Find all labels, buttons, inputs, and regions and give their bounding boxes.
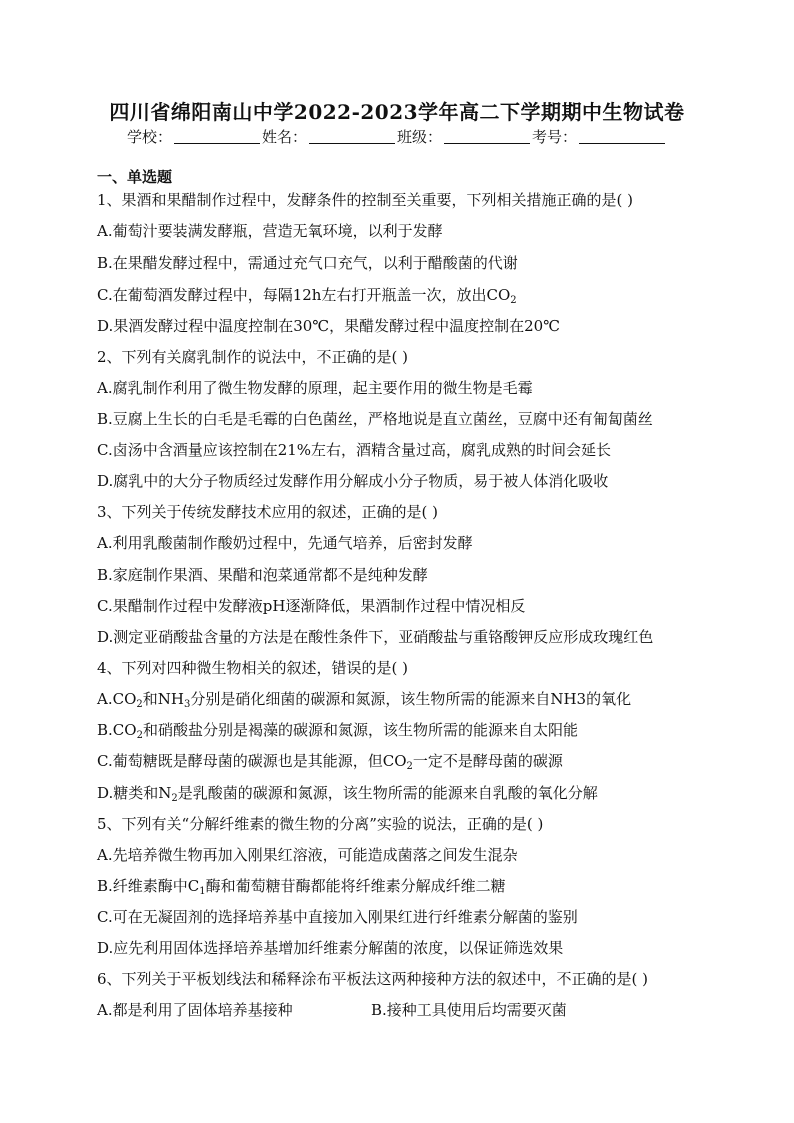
question-2-stem: 2、下列有关腐乳制作的说法中，不正确的是( ) bbox=[97, 348, 409, 366]
question-4-option-a: $A.CO_2$和$NH_3$分别是硝化细菌的碳源和氮源，该生物所需的能源来自NH3的氧化 bbox=[97, 690, 632, 710]
question-5-option-b: B.纤维素酶中$C_1$酶和葡萄糖苷酶都能将纤维素分解成纤维二糖 bbox=[97, 877, 506, 897]
question-2-option-a: A.腐乳制作利用了微生物发酵的原理，起主要作用的微生物是毛霉 bbox=[97, 379, 533, 397]
section-heading: 一、单选题 bbox=[97, 168, 173, 186]
name-label: 姓名： bbox=[261, 128, 307, 146]
question-3-option-d: D.测定亚硝酸盐含量的方法是在酸性条件下，亚硝酸盐与重铬酸钾反应形成玫瑰红色 bbox=[97, 628, 654, 646]
class-label: 班级： bbox=[397, 128, 443, 146]
question-3-option-a: A.利用乳酸菌制作酸奶过程中，先通气培养，后密封发酵 bbox=[97, 534, 473, 552]
question-5-option-a: A.先培养微生物再加入刚果红溶液，可能造成菌落之间发生混杂 bbox=[97, 846, 518, 864]
question-4-option-b: $B.CO_2$和硝酸盐分别是褐藻的碳源和氮源，该生物所需的能源来自太阳能 bbox=[97, 721, 578, 741]
question-4-stem: 4、下列对四种微生物相关的叙述，错误的是( ) bbox=[97, 659, 409, 677]
question-5-option-d: D.应先利用固体选择培养基增加纤维素分解菌的浓度，以保证筛选效果 bbox=[97, 939, 564, 957]
question-3-stem: 3、下列关于传统发酵技术应用的叙述，正确的是( ) bbox=[97, 503, 439, 521]
question-5-stem: 5、下列有关“分解纤维素的微生物的分离”实验的说法，正确的是( ) bbox=[97, 815, 544, 833]
question-2-option-b: B.豆腐上生长的白毛是毛霉的白色菌丝，严格地说是直立菌丝，豆腐中还有匍匐菌丝 bbox=[97, 410, 653, 428]
school-blank[interactable] bbox=[174, 129, 260, 144]
question-4-option-c: C.葡萄糖既是酵母菌的碳源也是其能源，但$CO_2$一定不是酵母菌的碳源 bbox=[97, 752, 563, 772]
question-1-option-d: D.果酒发酵过程中温度控制在30℃，果醋发酵过程中温度控制在20℃ bbox=[97, 317, 560, 335]
question-1-option-c: C.在葡萄酒发酵过程中，每隔12h左右打开瓶盖一次，放出$CO_2$ bbox=[97, 286, 517, 306]
question-6-option-b: B.接种工具使用后均需要灭菌 bbox=[371, 1001, 567, 1019]
question-5-option-c: C.可在无凝固剂的选择培养基中直接加入刚果红进行纤维素分解菌的鉴别 bbox=[97, 908, 578, 926]
question-1-option-a: A.葡萄汁要装满发酵瓶，营造无氧环境，以利于发酵 bbox=[97, 222, 443, 240]
question-6-stem: 6、下列关于平板划线法和稀释涂布平板法这两种接种方法的叙述中，不正确的是( ) bbox=[97, 970, 649, 988]
school-label: 学校： bbox=[126, 128, 172, 146]
question-1-stem: 1、果酒和果醋制作过程中，发酵条件的控制至关重要，下列相关措施正确的是( ) bbox=[97, 191, 634, 209]
number-blank[interactable] bbox=[579, 129, 665, 144]
student-info-line bbox=[0, 126, 794, 147]
question-1-option-b: B.在果醋发酵过程中，需通过充气口充气，以利于醋酸菌的代谢 bbox=[97, 254, 518, 272]
name-blank[interactable] bbox=[309, 129, 395, 144]
question-2-option-d: D.腐乳中的大分子物质经过发酵作用分解成小分子物质，易于被人体消化吸收 bbox=[97, 472, 609, 490]
class-blank[interactable] bbox=[444, 129, 530, 144]
page-title: 四川省绵阳南山中学2022-2023学年高二下学期期中生物试卷 bbox=[109, 100, 685, 124]
question-4-option-d: D.糖类和$N_2$是乳酸菌的碳源和氮源，该生物所需的能源来自乳酸的氧化分解 bbox=[97, 784, 598, 804]
question-3-option-c: C.果醋制作过程中发酵液pH逐渐降低，果酒制作过程中情况相反 bbox=[97, 597, 526, 615]
number-label: 考号： bbox=[532, 128, 578, 146]
question-6-option-a: A.都是利用了固体培养基接种 bbox=[97, 1001, 293, 1019]
question-2-option-c: C.卤汤中含酒量应该控制在21%左右，酒精含量过高，腐乳成熟的时间会延长 bbox=[97, 441, 612, 459]
question-3-option-b: B.家庭制作果酒、果醋和泡菜通常都不是纯种发酵 bbox=[97, 566, 428, 584]
